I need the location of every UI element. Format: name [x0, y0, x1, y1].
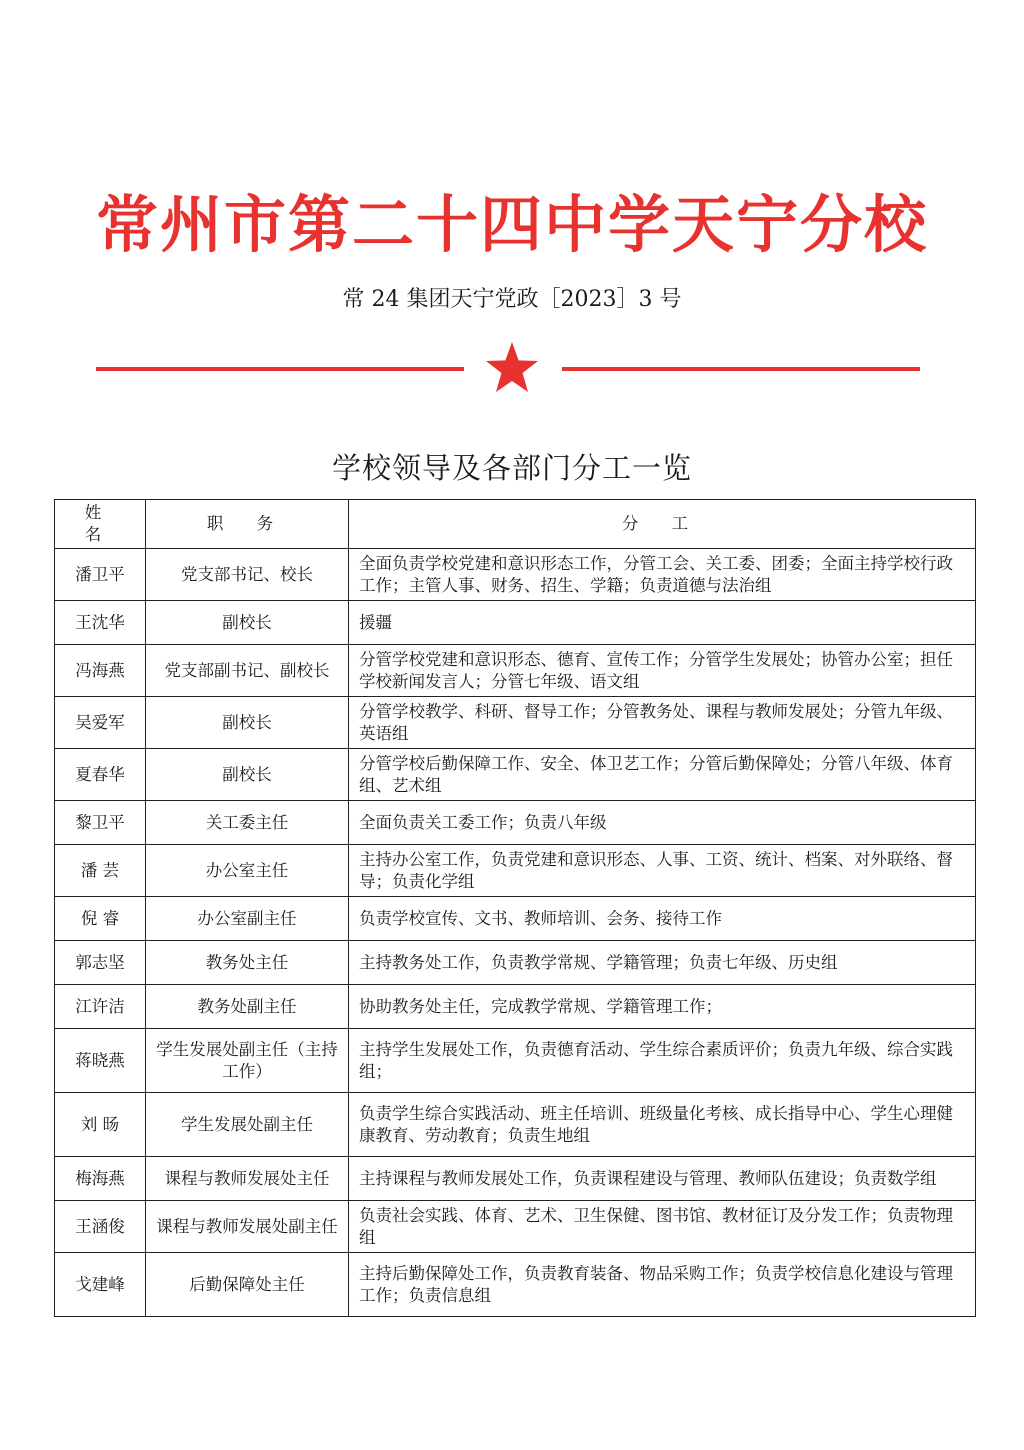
table-row — [55, 549, 976, 601]
cell-duty: 分管学校党建和意识形态、德育、宣传工作；分管学生发展处；协管办公室；担任学校新闻发言人；分管七年级、语文组 — [349, 645, 976, 697]
cell-name: 蒋晓燕 — [55, 1029, 146, 1093]
cell-duty: 主持课程与教师发展处工作，负责课程建设与管理、教师队伍建设；负责数学组 — [349, 1157, 976, 1201]
cell-role: 副校长 — [146, 749, 349, 801]
table-row — [55, 1201, 976, 1253]
cell-name: 王涵俊 — [55, 1201, 146, 1253]
cell-duty: 负责学生综合实践活动、班主任培训、班级量化考核、成长指导中心、学生心理健康教育、劳动教育；负责生地组 — [349, 1093, 976, 1157]
table-row — [55, 1093, 976, 1157]
cell-role: 党支部书记、校长 — [146, 549, 349, 601]
cell-name: 江许洁 — [55, 985, 146, 1029]
cell-duty: 援疆 — [349, 601, 976, 645]
cell-role: 副校长 — [146, 601, 349, 645]
cell-duty: 负责学校宣传、文书、教师培训、会务、接待工作 — [349, 897, 976, 941]
cell-name: 倪 睿 — [55, 897, 146, 941]
red-divider-left — [96, 367, 464, 371]
table-row — [55, 801, 976, 845]
cell-name: 冯海燕 — [55, 645, 146, 697]
cell-duty: 全面负责关工委工作；负责八年级 — [349, 801, 976, 845]
cell-duty: 分管学校教学、科研、督导工作；分管教务处、课程与教师发展处；分管九年级、英语组 — [349, 697, 976, 749]
table-row — [55, 601, 976, 645]
header-duty: 分 工 — [349, 500, 976, 549]
org-name-heading: 常州市第二十四中学天宁分校 — [95, 188, 928, 261]
cell-role: 课程与教师发展处副主任 — [146, 1201, 349, 1253]
cell-name: 潘卫平 — [55, 549, 146, 601]
cell-duty: 负责社会实践、体育、艺术、卫生保健、图书馆、教材征订及分发工作；负责物理组 — [349, 1201, 976, 1253]
star-icon — [484, 340, 540, 394]
cell-duty: 主持教务处工作，负责教学常规、学籍管理；负责七年级、历史组 — [349, 941, 976, 985]
cell-duty: 主持后勤保障处工作，负责教育装备、物品采购工作；负责学校信息化建设与管理工作；负责信息组 — [349, 1253, 976, 1317]
table-row — [55, 1253, 976, 1317]
table-row — [55, 697, 976, 749]
table-row — [55, 645, 976, 697]
cell-name: 郭志坚 — [55, 941, 146, 985]
cell-name: 王沈华 — [55, 601, 146, 645]
cell-role: 教务处主任 — [146, 941, 349, 985]
cell-name: 黎卫平 — [55, 801, 146, 845]
cell-name: 潘 芸 — [55, 845, 146, 897]
cell-role: 办公室主任 — [146, 845, 349, 897]
document-title: 学校领导及各部门分工一览 — [331, 451, 692, 485]
table-row — [55, 749, 976, 801]
table-row — [55, 897, 976, 941]
table-header-row — [55, 500, 976, 549]
cell-role: 后勤保障处主任 — [146, 1253, 349, 1317]
cell-name: 吴爱军 — [55, 697, 146, 749]
cell-role: 副校长 — [146, 697, 349, 749]
cell-duty: 全面负责学校党建和意识形态工作，分管工会、关工委、团委；全面主持学校行政工作；主管人事、财务、招生、学籍；负责道德与法治组 — [349, 549, 976, 601]
cell-duty: 分管学校后勤保障工作、安全、体卫艺工作；分管后勤保障处；分管八年级、体育组、艺术组 — [349, 749, 976, 801]
cell-name: 梅海燕 — [55, 1157, 146, 1201]
table-row — [55, 985, 976, 1029]
cell-name: 刘 旸 — [55, 1093, 146, 1157]
cell-role: 关工委主任 — [146, 801, 349, 845]
table-row — [55, 1029, 976, 1093]
header-role: 职 务 — [146, 500, 349, 549]
table-row — [55, 1157, 976, 1201]
table-row — [55, 941, 976, 985]
cell-role: 教务处副主任 — [146, 985, 349, 1029]
cell-duty: 主持学生发展处工作，负责德育活动、学生综合素质评价；负责九年级、综合实践组； — [349, 1029, 976, 1093]
duty-table — [54, 499, 976, 1317]
cell-role: 学生发展处副主任（主持工作） — [146, 1029, 349, 1093]
cell-name: 戈建峰 — [55, 1253, 146, 1317]
cell-duty: 主持办公室工作，负责党建和意识形态、人事、工资、统计、档案、对外联络、督导；负责化学组 — [349, 845, 976, 897]
document-number: 常 24 集团天宁党政［2023］3 号 — [342, 287, 682, 312]
table-row — [55, 845, 976, 897]
cell-role: 学生发展处副主任 — [146, 1093, 349, 1157]
cell-duty: 协助教务处主任，完成教学常规、学籍管理工作； — [349, 985, 976, 1029]
cell-role: 党支部副书记、副校长 — [146, 645, 349, 697]
red-divider-right — [562, 367, 920, 371]
cell-role: 办公室副主任 — [146, 897, 349, 941]
header-name: 姓 名 — [55, 500, 146, 549]
cell-name: 夏春华 — [55, 749, 146, 801]
cell-role: 课程与教师发展处主任 — [146, 1157, 349, 1201]
